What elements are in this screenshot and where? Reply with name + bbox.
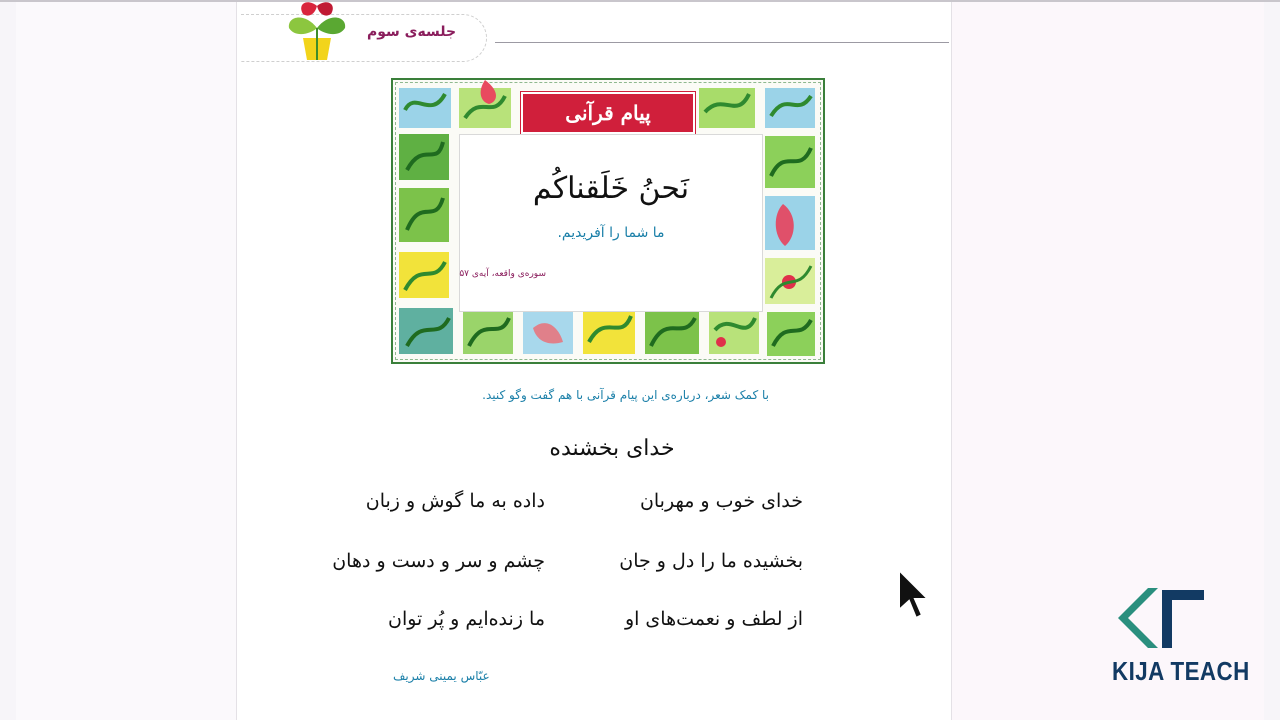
kija-teach-logo-icon xyxy=(1114,586,1206,652)
tile-bottom-6 xyxy=(709,308,759,354)
quran-message-frame xyxy=(391,78,825,364)
right-margin xyxy=(950,2,1264,720)
tile-bottom-7 xyxy=(767,312,815,356)
poem-verse-right: بخشیده ما را دل و جان xyxy=(619,550,803,572)
book-page xyxy=(236,2,952,720)
poem-title: خدای بخشنده xyxy=(549,436,675,461)
tile-left-1 xyxy=(399,134,449,180)
poem-verse-left: داده به ما گوش و زبان xyxy=(365,490,545,512)
header-rule xyxy=(495,42,949,43)
instruction-text: با کمک شعر، درباره‌ی این پیام قرآنی با هم گفت وگو کنید. xyxy=(482,388,769,402)
verse-reference: سوره‌ی واقعه، آیه‌ی ۵۷ xyxy=(459,269,546,279)
poet-name: عبّاس یمینی شریف xyxy=(393,669,490,683)
mouse-pointer-icon xyxy=(896,568,932,624)
brand-name: KIJA TEACH xyxy=(1112,656,1250,686)
poem-verse-left: ما زنده‌ایم و پُر توان xyxy=(387,608,545,630)
poem-verse-left: چشم و سر و دست و دهان xyxy=(332,550,545,572)
tile-right-1 xyxy=(765,136,815,188)
left-margin xyxy=(16,2,236,720)
tile-right-3 xyxy=(765,258,815,304)
verse-card xyxy=(459,134,763,312)
tile-top-3 xyxy=(699,88,755,128)
tile-bottom-1 xyxy=(399,308,453,354)
tile-bottom-4 xyxy=(583,308,635,354)
tile-bottom-2 xyxy=(463,308,513,354)
tile-top-4 xyxy=(765,88,815,128)
poem-verse-right: خدای خوب و مهربان xyxy=(639,490,803,512)
session-label: جلسه‌ی سوم xyxy=(367,24,457,40)
quran-message-title: پیام قرآنی xyxy=(521,92,695,134)
arabic-verse: نَحنُ خَلَقناکُم xyxy=(532,171,690,206)
poem-verse-right: از لطف و نعمت‌های او xyxy=(624,608,803,630)
tile-left-3 xyxy=(399,252,449,298)
tile-bottom-5 xyxy=(645,308,699,354)
verse-translation: ما شما را آفریدیم. xyxy=(557,225,665,241)
flower-logo-icon xyxy=(281,0,353,66)
tile-left-2 xyxy=(399,188,449,242)
tile-top-1 xyxy=(399,88,451,128)
tile-right-2 xyxy=(765,196,815,250)
tile-bottom-3 xyxy=(523,308,573,354)
